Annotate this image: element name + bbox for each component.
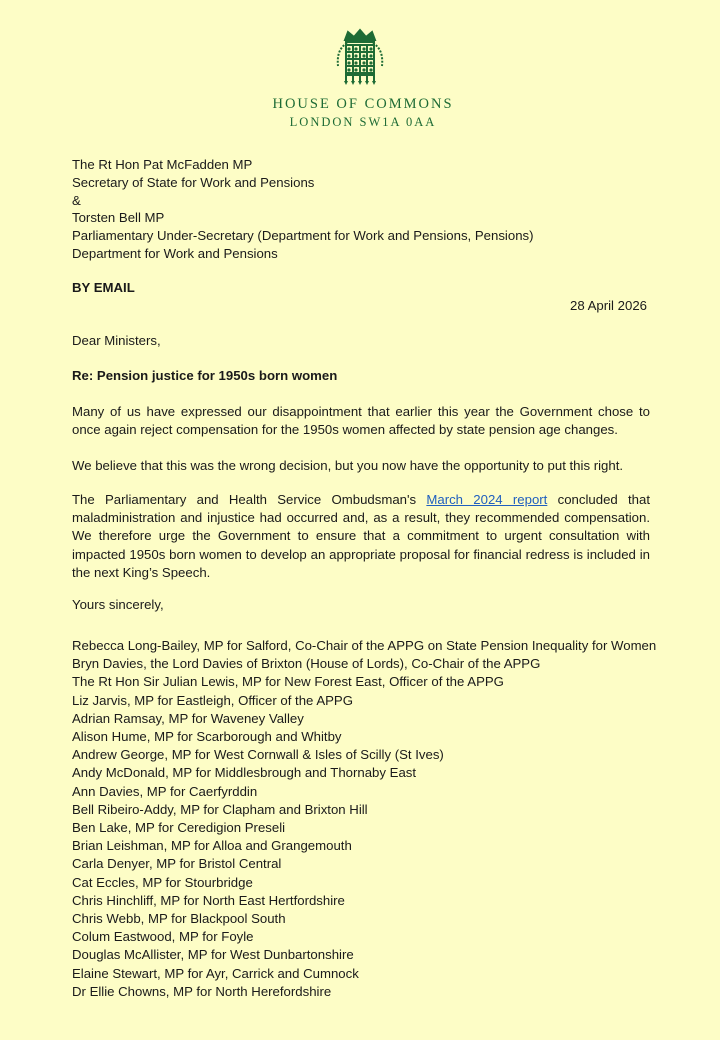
signatory: Colum Eastwood, MP for Foyle <box>72 929 254 945</box>
recipient-line: Torsten Bell MP <box>72 210 165 226</box>
signatory: Dr Ellie Chowns, MP for North Herefordshire <box>72 983 332 999</box>
signatory: Andy McDonald, MP for Middlesbrough and Thornaby East <box>72 765 417 781</box>
closing: Yours sincerely, <box>72 597 164 612</box>
recipient-line: Parliamentary Under-Secretary (Department for Work and Pensions, Pensions) <box>72 228 534 244</box>
recipient-block <box>72 156 650 263</box>
recipient-line: The Rt Hon Pat McFadden MP <box>72 157 253 172</box>
ombudsman-report-link[interactable]: March 2024 report <box>426 492 548 507</box>
subject-line: Re: Pension justice for 1950s born women <box>72 368 338 383</box>
signatory: Cat Eccles, MP for Stourbridge <box>72 874 253 890</box>
portcullis-crest-icon <box>329 26 391 88</box>
paragraph-text: The Parliamentary and Health Service Ombudsman's <box>72 492 427 507</box>
letter-date: 28 April 2026 <box>570 298 647 313</box>
signatory: Alison Hume, MP for Scarborough and Whitby <box>72 729 342 745</box>
signatory: Elaine Stewart, MP for Ayr, Carrick and Cumnock <box>72 965 359 981</box>
signatory: Rebecca Long-Bailey, MP for Salford, Co-Chair of the APPG on State Pension Inequality for Women <box>72 638 657 653</box>
signatory: Bryn Davies, the Lord Davies of Brixton (House of Lords), Co-Chair of the APPG <box>72 656 541 672</box>
signatory: Ben Lake, MP for Ceredigion Preseli <box>72 820 286 836</box>
signatory: Carla Denyer, MP for Bristol Central <box>72 856 282 872</box>
delivery-method: BY EMAIL <box>72 280 135 295</box>
paragraph-ombudsman <box>72 491 650 582</box>
signatory-list <box>72 637 656 1001</box>
paragraph-disappointment: Many of us have expressed our disappointment that earlier this year the Government chose to once again reject compensation for the 1950s women affected by state pension age changes. <box>72 404 650 438</box>
signatory: Chris Hinchliff, MP for North East Hertfordshire <box>72 892 345 908</box>
signatory: Liz Jarvis, MP for Eastleigh, Officer of the APPG <box>72 692 353 708</box>
recipient-line: Department for Work and Pensions <box>72 245 278 261</box>
signatory: The Rt Hon Sir Julian Lewis, MP for New Forest East, Officer of the APPG <box>72 674 504 690</box>
recipient-line: & <box>72 192 81 208</box>
paragraph-wrong-decision: We believe that this was the wrong decision, but you now have the opportunity to put this right. <box>72 458 624 473</box>
salutation: Dear Ministers, <box>72 333 161 348</box>
signatory: Chris Webb, MP for Blackpool South <box>72 911 286 927</box>
signatory: Bell Ribeiro-Addy, MP for Clapham and Brixton Hill <box>72 801 368 817</box>
paragraph-text: concluded that maladministration and injustice had occurred and, as a result, they recommended compensation. We therefore urge the Government to ensure that a commitment to urgent consultation with impacted 1950s born women to develop an appropriate proposal for financial redress is included in the next King’s Speech. <box>72 492 650 580</box>
signatory: Adrian Ramsay, MP for Waveney Valley <box>72 710 304 726</box>
letterhead <box>0 26 720 130</box>
letterhead-name: HOUSE OF COMMONS <box>272 96 454 112</box>
signatory: Brian Leishman, MP for Alloa and Grangemouth <box>72 838 352 854</box>
signatory: Douglas McAllister, MP for West Dunbartonshire <box>72 947 354 963</box>
signatory: Andrew George, MP for West Cornwall & Isles of Scilly (St Ives) <box>72 747 444 763</box>
signatory: Ann Davies, MP for Caerfyrddin <box>72 783 258 799</box>
recipient-line: Secretary of State for Work and Pensions <box>72 174 315 190</box>
letterhead-address: LONDON SW1A 0AA <box>289 115 437 129</box>
